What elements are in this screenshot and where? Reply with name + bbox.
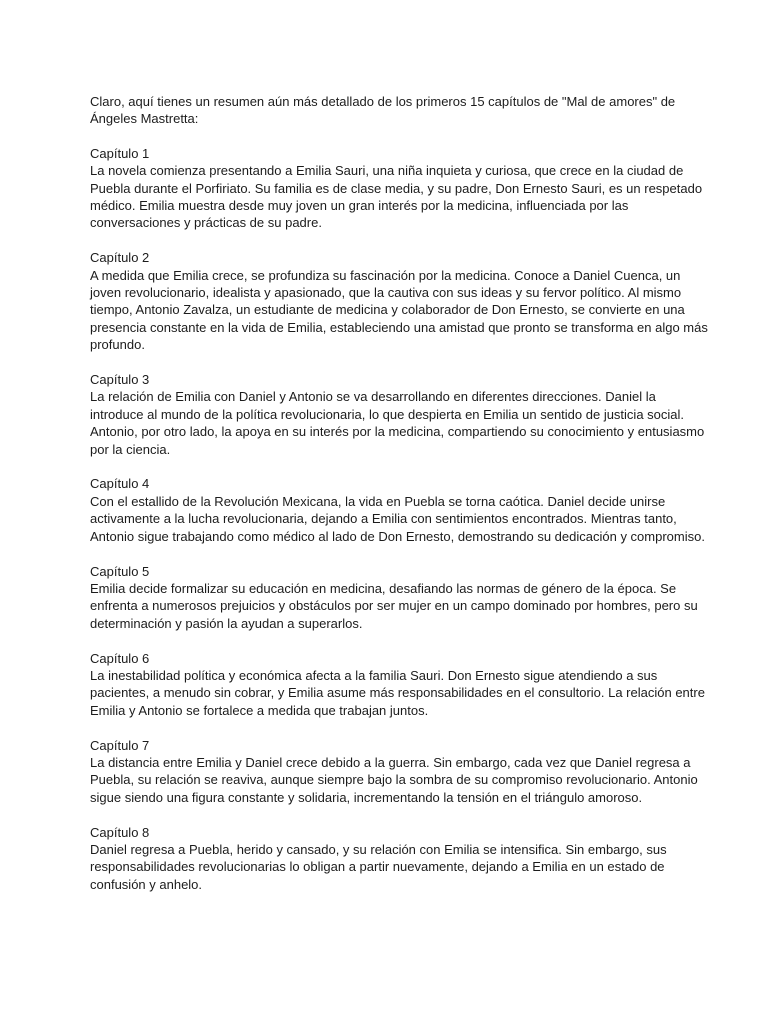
chapter-section — [90, 650, 708, 720]
chapter-summary: Emilia decide formalizar su educación en medicina, desafiando las normas de género de la época. Se enfrenta a numerosos prejuicios y obstáculos por ser mujer en un campo dominado por hombres, pero su determinación y pasión la ayudan a superarlos. — [90, 580, 698, 631]
chapter-title: Capítulo 6 — [90, 650, 150, 666]
chapter-list — [90, 145, 708, 893]
chapter-section — [90, 475, 708, 545]
chapter-summary: Daniel regresa a Puebla, herido y cansado, y su relación con Emilia se intensifica. Sin embargo, sus responsabilidades revolucionarias lo obligan a partir nuevamente, dejando a Emilia en un estado de confusión y anhelo. — [90, 841, 667, 892]
chapter-section — [90, 563, 708, 633]
chapter-title: Capítulo 5 — [90, 563, 150, 579]
chapter-title: Capítulo 2 — [90, 250, 150, 266]
chapter-section — [90, 371, 708, 458]
chapter-section — [90, 249, 708, 353]
chapter-summary: A medida que Emilia crece, se profundiza su fascinación por la medicina. Conoce a Daniel Cuenca, un joven revolucionario, idealista y apasionado, que la cautiva con sus ideas y su fervor político. Al mismo tiempo, Antonio Zavalza, un estudiante de medicina y colaborador de Don Ernesto, se convierte en una presencia constante en la vida de Emilia, estableciendo una amistad que pronto se transforma en algo más profundo. — [90, 267, 708, 353]
chapter-section — [90, 737, 708, 807]
chapter-title: Capítulo 3 — [90, 372, 150, 388]
chapter-summary: La novela comienza presentando a Emilia Sauri, una niña inquieta y curiosa, que crece en la ciudad de Puebla durante el Porfiriato. Su familia es de clase media, y su padre, Don Ernesto Sauri, es un respetado médico. Emilia muestra desde muy joven un gran interés por la medicina, influenciada por las conversaciones y prácticas de su padre. — [90, 163, 703, 231]
chapter-title: Capítulo 7 — [90, 737, 150, 753]
chapter-summary: Con el estallido de la Revolución Mexicana, la vida en Puebla se torna caótica. Daniel decide unirse activamente a la lucha revolucionaria, dejando a Emilia con sentimientos encontrados. Mientras tanto, Antonio sigue trabajando como médico al lado de Don Ernesto, demostrando su dedicación y compromiso. — [90, 493, 705, 544]
intro-paragraph: Claro, aquí tienes un resumen aún más detallado de los primeros 15 capítulos de "Mal de amores" de Ángeles Mastretta: — [90, 94, 676, 127]
chapter-summary: La distancia entre Emilia y Daniel crece debido a la guerra. Sin embargo, cada vez que Daniel regresa a Puebla, su relación se reaviva, aunque siempre bajo la sombra de su compromiso revolucionario. Antonio sigue siendo una figura constante y solidaria, incrementando la tensión en el triángulo amoroso. — [90, 754, 698, 805]
chapter-summary: La inestabilidad política y económica afecta a la familia Sauri. Don Ernesto sigue atendiendo a sus pacientes, a menudo sin cobrar, y Emilia asume más responsabilidades en el consultorio. La relación entre Emilia y Antonio se fortalece a medida que trabajan juntos. — [90, 667, 705, 718]
chapter-title: Capítulo 8 — [90, 824, 150, 840]
chapter-summary: La relación de Emilia con Daniel y Antonio se va desarrollando en diferentes direcciones. Daniel la introduce al mundo de la política revolucionaria, lo que despierta en Emilia un sentido de justicia social. Antonio, por otro lado, la apoya en su interés por la medicina, compartiendo su conocimiento y entusiasmo por la ciencia. — [90, 389, 705, 457]
chapter-section — [90, 824, 708, 894]
chapter-title: Capítulo 1 — [90, 145, 150, 161]
chapter-section — [90, 145, 708, 232]
chapter-title: Capítulo 4 — [90, 476, 150, 492]
